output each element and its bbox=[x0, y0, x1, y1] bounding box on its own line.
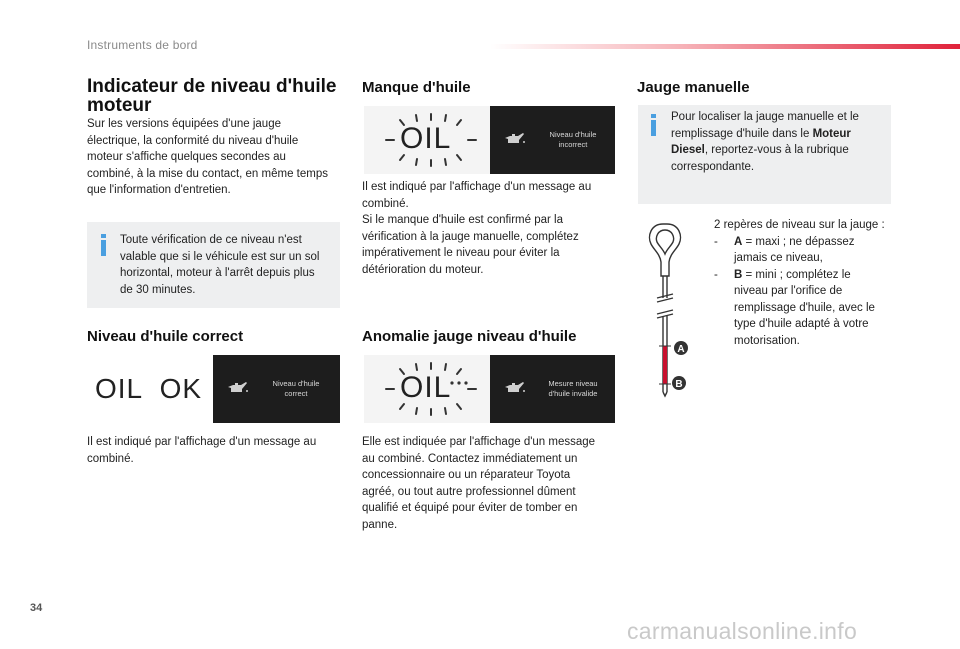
paragraph-line: Il est indiqué par l'affichage d'un message au bbox=[87, 436, 317, 448]
display-oil-incorrect bbox=[364, 106, 615, 174]
mark-text: = maxi ; ne dépassez bbox=[742, 235, 855, 248]
info-text-bold: Moteur bbox=[812, 127, 851, 140]
display-oil-ok-word: OIL OK bbox=[95, 373, 203, 404]
mark-a-line bbox=[714, 234, 885, 251]
display-left-panel bbox=[364, 355, 490, 423]
paragraph-line: combiné. bbox=[87, 452, 134, 465]
info-note-box-level-check bbox=[87, 222, 340, 308]
info-line: correspondante. bbox=[671, 160, 755, 173]
section-title-manual-gauge: Jauge manuelle bbox=[637, 79, 750, 96]
info-line: de 30 minutes. bbox=[120, 283, 196, 296]
display-message-line: Mesure niveau bbox=[548, 379, 598, 388]
info-line: Toute vérification de ce niveau n'est bbox=[120, 234, 302, 246]
intro-line: moteur s'affiche quelques secondes au bbox=[87, 151, 286, 163]
display-message bbox=[538, 379, 608, 399]
paragraph-line: détérioration du moteur. bbox=[362, 263, 484, 276]
intro-line: Sur les versions équipées d'une jauge bbox=[87, 118, 281, 130]
info-line: valable que si le véhicule est sur un sol bbox=[120, 250, 320, 263]
info-line: horizontal, moteur à l'arrêt depuis plus bbox=[120, 267, 315, 279]
mark-text-line: remplissage d'huile, avec le bbox=[734, 301, 875, 314]
paragraph-line: au combiné. Contactez immédiatement un bbox=[362, 452, 578, 465]
display-message-line: d'huile invalide bbox=[548, 389, 598, 398]
title-line-1: Indicateur de niveau d'huile bbox=[87, 76, 337, 97]
info-line bbox=[671, 142, 859, 159]
mark-text-line: niveau par l'orifice de bbox=[734, 285, 843, 297]
mark-text-line: jamais ce niveau, bbox=[734, 252, 823, 264]
info-line: Pour localiser la jauge manuelle et le bbox=[671, 111, 859, 123]
paragraph-line: Il est indiqué par l'affichage d'un message au bbox=[362, 181, 592, 193]
display-message-line: incorrect bbox=[558, 140, 588, 149]
display-oil-word: OIL bbox=[400, 371, 452, 404]
paragraph-line: concessionnaire ou un réparateur Toyota bbox=[362, 469, 571, 481]
info-line bbox=[671, 126, 859, 143]
dipstick-marks-text bbox=[714, 217, 885, 349]
info-note-text bbox=[120, 232, 319, 298]
dipstick-label-b: B bbox=[675, 379, 683, 390]
header-accent-bar bbox=[490, 44, 960, 49]
paragraph-line: panne. bbox=[362, 518, 398, 531]
mark-letter: B bbox=[734, 268, 743, 281]
section-title-correct-level: Niveau d'huile correct bbox=[87, 328, 244, 345]
display-message bbox=[538, 130, 608, 150]
display-oil-ok bbox=[87, 355, 340, 423]
info-text: remplissage d'huile dans le bbox=[671, 127, 813, 140]
info-note-text bbox=[671, 109, 859, 175]
intro-line: combiné, à la mise du contact, en même temps bbox=[87, 167, 328, 180]
mark-text-line: motorisation. bbox=[734, 334, 800, 347]
anomaly-paragraph bbox=[362, 434, 595, 533]
paragraph-line: agréé, ou tout autre professionnel dûment bbox=[362, 485, 576, 498]
info-note-box-manual-gauge bbox=[638, 105, 891, 204]
page-number: 34 bbox=[30, 602, 43, 614]
mark-b-line bbox=[714, 267, 885, 284]
page-header-title: Instruments de bord bbox=[87, 38, 198, 52]
paragraph-line: vérification à la jauge manuelle, complétez bbox=[362, 230, 579, 243]
oil-can-icon bbox=[504, 132, 526, 146]
correct-level-paragraph bbox=[87, 434, 316, 467]
display-message-line: Niveau d'huile bbox=[272, 379, 320, 388]
info-text: , reportez-vous à la rubrique bbox=[704, 144, 849, 156]
intro-line: que l'information d'entretien. bbox=[87, 184, 231, 196]
display-right-panel bbox=[490, 355, 615, 423]
display-oil-word: OIL bbox=[400, 122, 452, 155]
display-message-line: correct bbox=[284, 389, 308, 398]
display-right-panel bbox=[490, 106, 615, 174]
oil-can-icon bbox=[227, 381, 249, 395]
oil-can-icon bbox=[504, 381, 526, 395]
dipstick-illustration bbox=[643, 218, 703, 398]
paragraph-line: Elle est indiquée par l'affichage d'un message bbox=[362, 436, 596, 448]
list-dash: - bbox=[714, 235, 718, 248]
display-left-panel bbox=[87, 355, 213, 423]
display-right-panel bbox=[213, 355, 340, 423]
info-text-bold: Diesel bbox=[671, 144, 705, 156]
intro-line: électrique, la conformité du niveau d'huile bbox=[87, 134, 299, 147]
display-message bbox=[261, 379, 331, 399]
watermark-text: carmanualsonline.info bbox=[627, 618, 858, 644]
display-message-line: Niveau d'huile bbox=[549, 130, 597, 139]
section-title-oil-level-indicator bbox=[87, 77, 347, 115]
missing-oil-paragraph bbox=[362, 179, 591, 278]
title-line-2: moteur bbox=[87, 95, 152, 116]
display-left-panel bbox=[364, 106, 490, 174]
marks-intro: 2 repères de niveau sur la jauge : bbox=[714, 219, 885, 231]
paragraph-line: combiné. bbox=[362, 197, 409, 210]
paragraph-line: Si le manque d'huile est confirmé par la bbox=[362, 214, 563, 226]
section-title-missing-oil: Manque d'huile bbox=[362, 79, 471, 96]
intro-paragraph bbox=[87, 116, 328, 199]
list-dash: - bbox=[714, 268, 718, 281]
mark-letter: A bbox=[734, 235, 743, 248]
paragraph-line: qualifié et équipé pour éviter de tomber en bbox=[362, 502, 578, 514]
paragraph-line: impérativement le niveau pour éviter la bbox=[362, 247, 560, 259]
display-oil-invalid bbox=[364, 355, 615, 423]
dipstick-label-a: A bbox=[677, 344, 685, 355]
mark-text: = mini ; complétez le bbox=[742, 268, 851, 281]
section-title-gauge-anomaly: Anomalie jauge niveau d'huile bbox=[362, 328, 577, 345]
mark-text-line: type d'huile adapté à votre bbox=[734, 318, 869, 330]
